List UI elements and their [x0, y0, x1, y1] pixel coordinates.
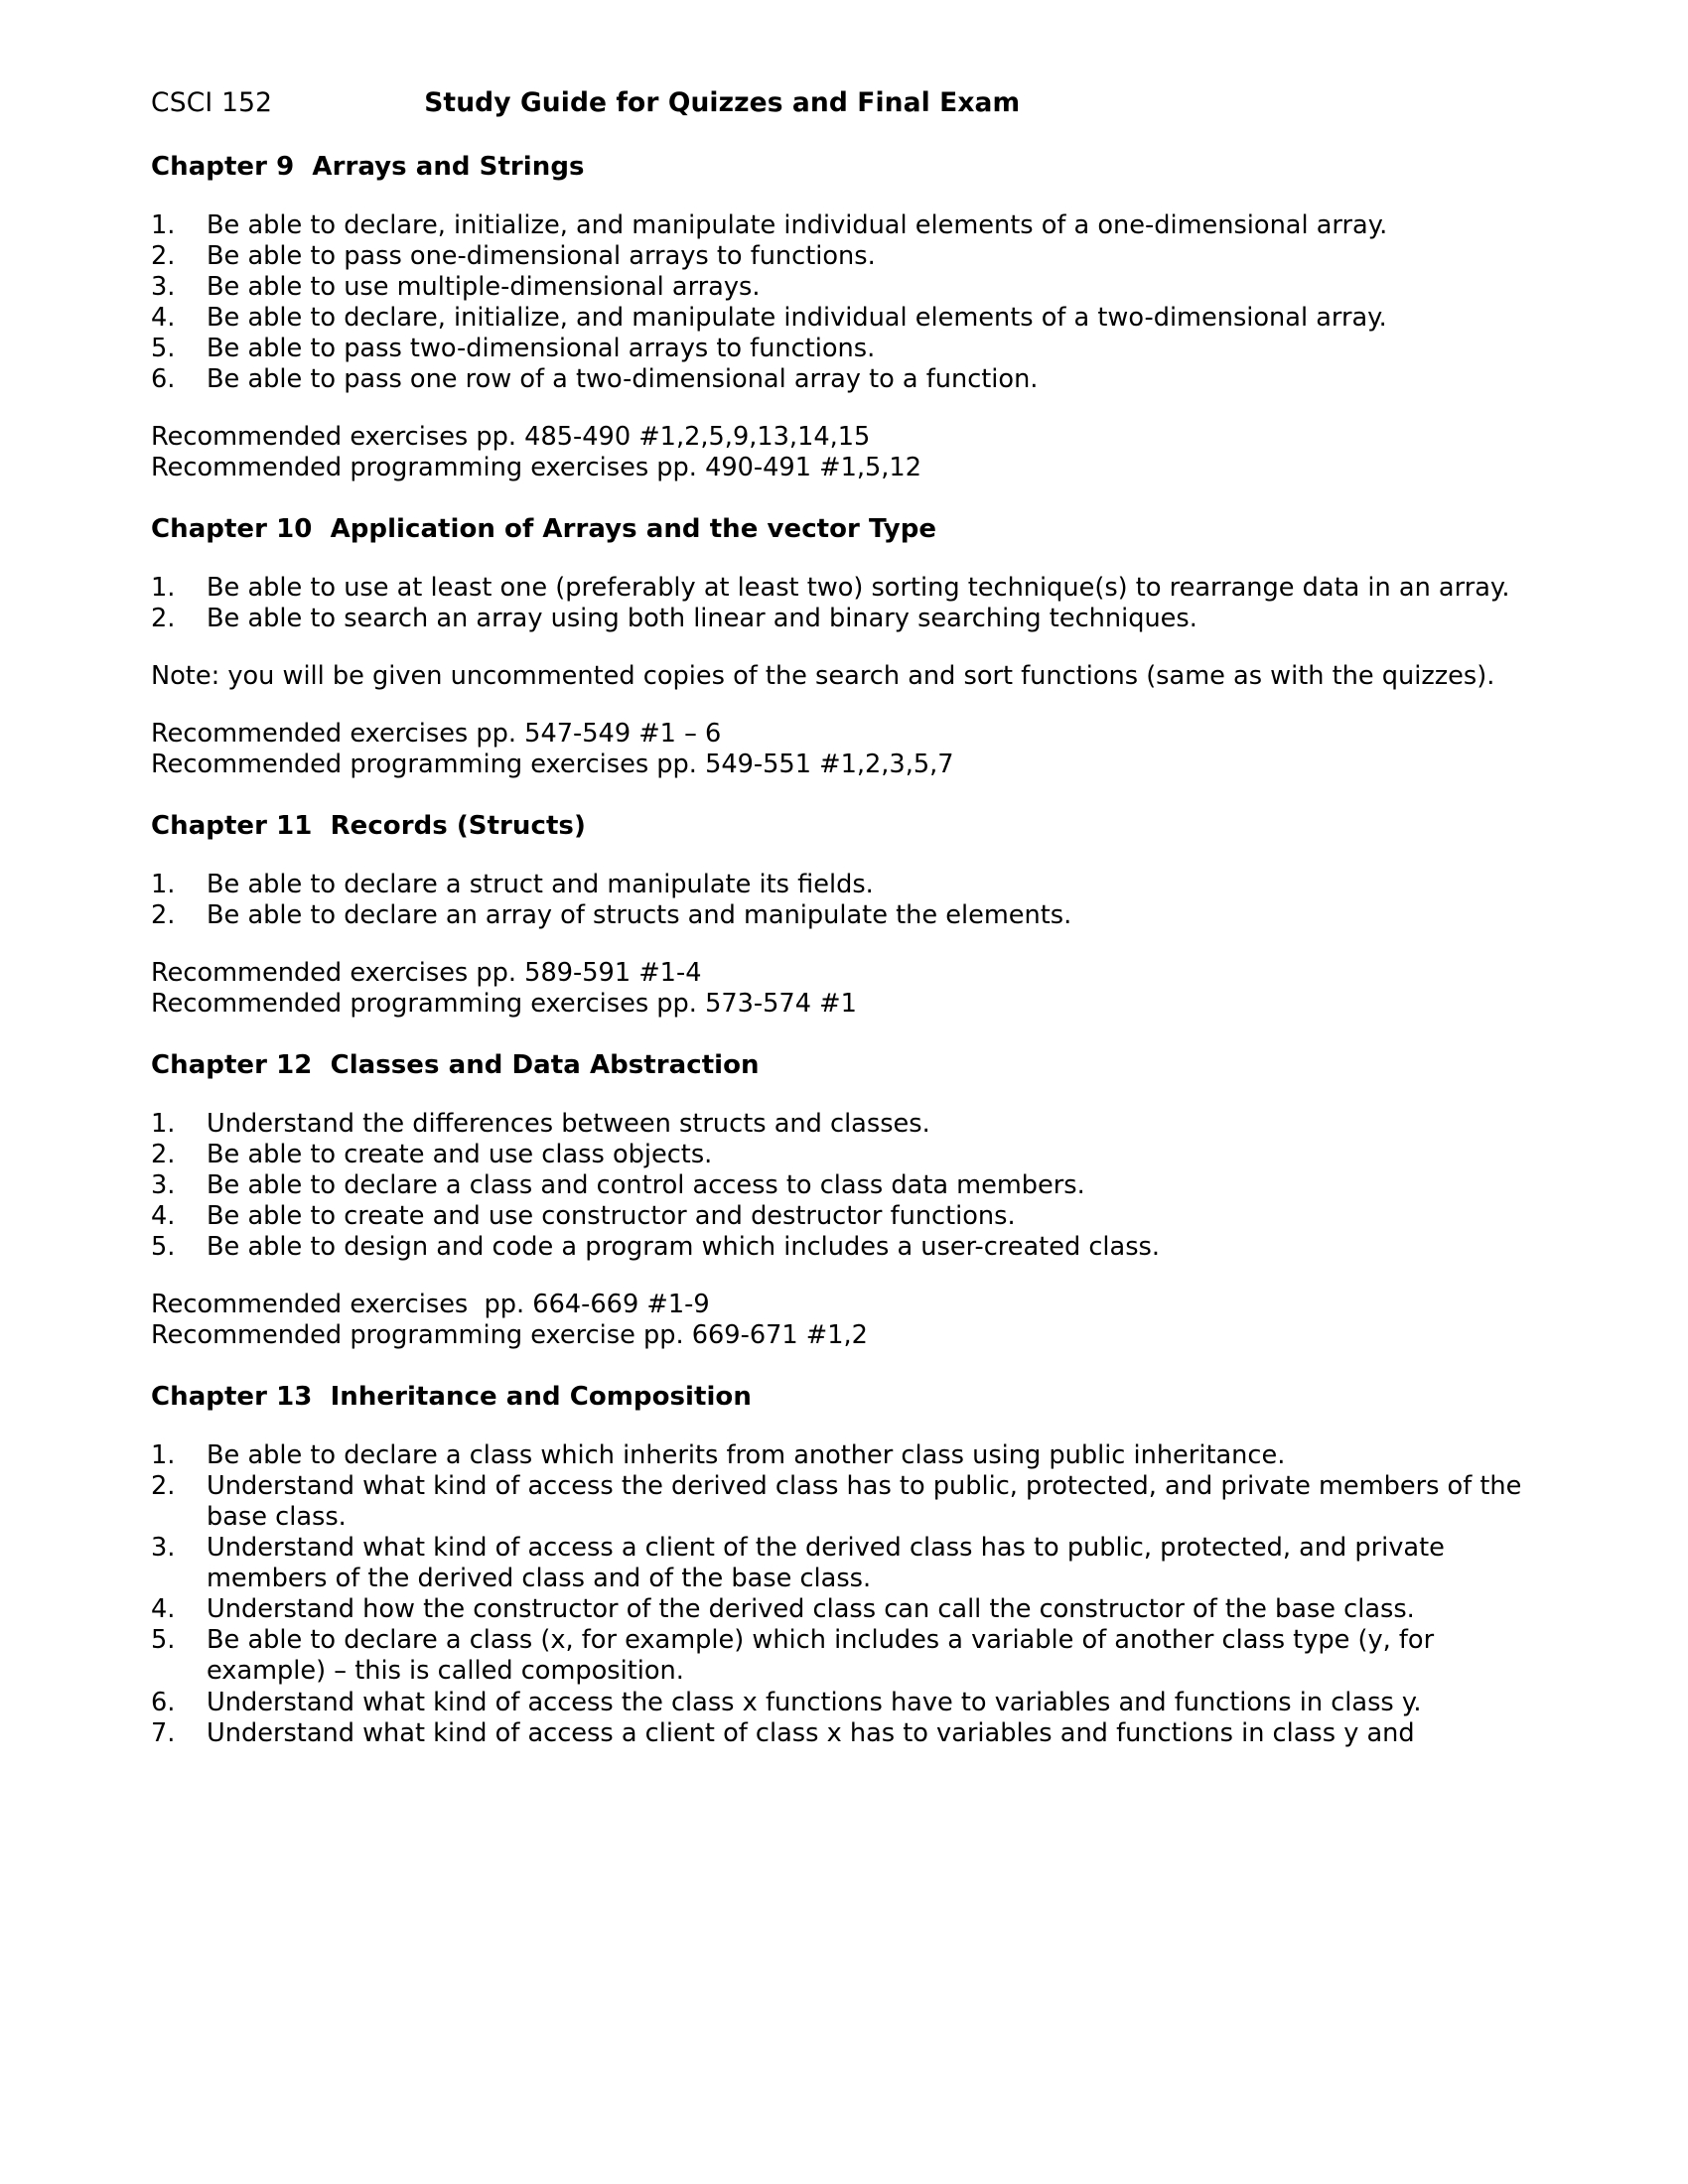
exercise-line: Recommended exercises pp. 485-490 #1,2,5,9,13,14,15: [151, 422, 871, 453]
section-spacer: [151, 1351, 1537, 1382]
objective-item: Be able to create and use constructor and destructor functions.: [207, 1201, 1016, 1232]
recommended-exercises: [151, 719, 1537, 780]
objectives-list: [151, 210, 1537, 395]
recommended-exercises: [151, 422, 1537, 483]
exercise-line: Recommended exercises pp. 547-549 #1 – 6: [151, 719, 722, 750]
document-header: [151, 87, 1537, 118]
recommended-exercises: [151, 1290, 1537, 1351]
objectives-list: [151, 573, 1537, 634]
chapter-heading: Chapter 13 Inheritance and Composition: [151, 1382, 752, 1413]
objective-item: Understand what kind of access a client of class x has to variables and functions in class y and: [207, 1717, 1415, 1748]
course-code: CSCI 152: [151, 87, 273, 118]
objective-item: Be able to search an array using both linear and binary searching techniques.: [207, 604, 1197, 634]
objective-item: Be able to declare a class which inherits from another class using public inheritance.: [207, 1440, 1286, 1471]
chapter-section: [151, 514, 1537, 780]
objective-item: Be able to pass two-dimensional arrays to functions.: [207, 334, 876, 364]
exercise-line: Recommended programming exercise pp. 669-671 #1,2: [151, 1320, 868, 1351]
exercise-line: Recommended programming exercises pp. 490-491 #1,5,12: [151, 453, 921, 483]
objective-item: Be able to pass one row of a two-dimensional array to a function.: [207, 364, 1039, 395]
chapter-section: [151, 152, 1537, 483]
page-title: Study Guide for Quizzes and Final Exam: [424, 87, 1021, 118]
objective-item: Be able to declare, initialize, and manipulate individual elements of a one-dimensional array.: [207, 210, 1388, 240]
objective-item: Be able to declare an array of structs and manipulate the elements.: [207, 900, 1072, 931]
chapter-heading: Chapter 11 Records (Structs): [151, 811, 586, 842]
objective-item: Be able to create and use class objects.: [207, 1140, 713, 1170]
objective-item: Be able to declare a struct and manipulate its fields.: [207, 870, 874, 900]
objective-item: Be able to declare a class (x, for example) which includes a variable of another class type (y, for example) – this is called composition.: [207, 1625, 1435, 1687]
objectives-list: [151, 870, 1537, 931]
objective-item: Understand what kind of access a client of the derived class has to public, protected, and private members of the derived class and of the base class.: [207, 1533, 1445, 1594]
objective-item: Understand the differences between structs and classes.: [207, 1109, 930, 1140]
objectives-list: [151, 1440, 1537, 1748]
objective-item: Be able to design and code a program which includes a user-created class.: [207, 1232, 1161, 1263]
objective-item: Be able to use at least one (preferably at least two) sorting technique(s) to rearrange data in an array.: [207, 573, 1510, 604]
chapter-section: [151, 811, 1537, 1020]
chapter-section: [151, 1382, 1537, 1748]
chapters-container: [151, 152, 1537, 1749]
objective-item: Be able to declare a class and control access to class data members.: [207, 1170, 1085, 1201]
objective-item: Be able to declare, initialize, and manipulate individual elements of a two-dimensional array.: [207, 303, 1387, 334]
objectives-list: [151, 1109, 1537, 1263]
section-spacer: [151, 780, 1537, 811]
exercise-line: Recommended programming exercises pp. 549-551 #1,2,3,5,7: [151, 750, 954, 780]
objective-item: Be able to use multiple-dimensional arrays.: [207, 272, 761, 303]
exercise-line: Recommended programming exercises pp. 573-574 #1: [151, 989, 857, 1020]
recommended-exercises: [151, 958, 1537, 1020]
chapter-heading: Chapter 9 Arrays and Strings: [151, 152, 585, 182]
exercise-line: Recommended exercises pp. 589-591 #1-4: [151, 958, 702, 989]
chapter-note: Note: you will be given uncommented copies of the search and sort functions (same as with the quizzes).: [151, 661, 1495, 692]
section-spacer: [151, 483, 1537, 514]
section-spacer: [151, 1020, 1537, 1050]
objective-item: Be able to pass one-dimensional arrays to functions.: [207, 241, 876, 272]
chapter-heading: Chapter 12 Classes and Data Abstraction: [151, 1050, 760, 1081]
objective-item: Understand how the constructor of the derived class can call the constructor of the base class.: [207, 1594, 1415, 1625]
chapter-section: [151, 1050, 1537, 1351]
chapter-heading: Chapter 10 Application of Arrays and the vector Type: [151, 514, 937, 545]
exercise-line: Recommended exercises pp. 664-669 #1-9: [151, 1290, 710, 1320]
objective-item: Understand what kind of access the class x functions have to variables and functions in class y.: [207, 1687, 1422, 1717]
objective-item: Understand what kind of access the derived class has to public, protected, and private members of the base class.: [207, 1471, 1522, 1533]
